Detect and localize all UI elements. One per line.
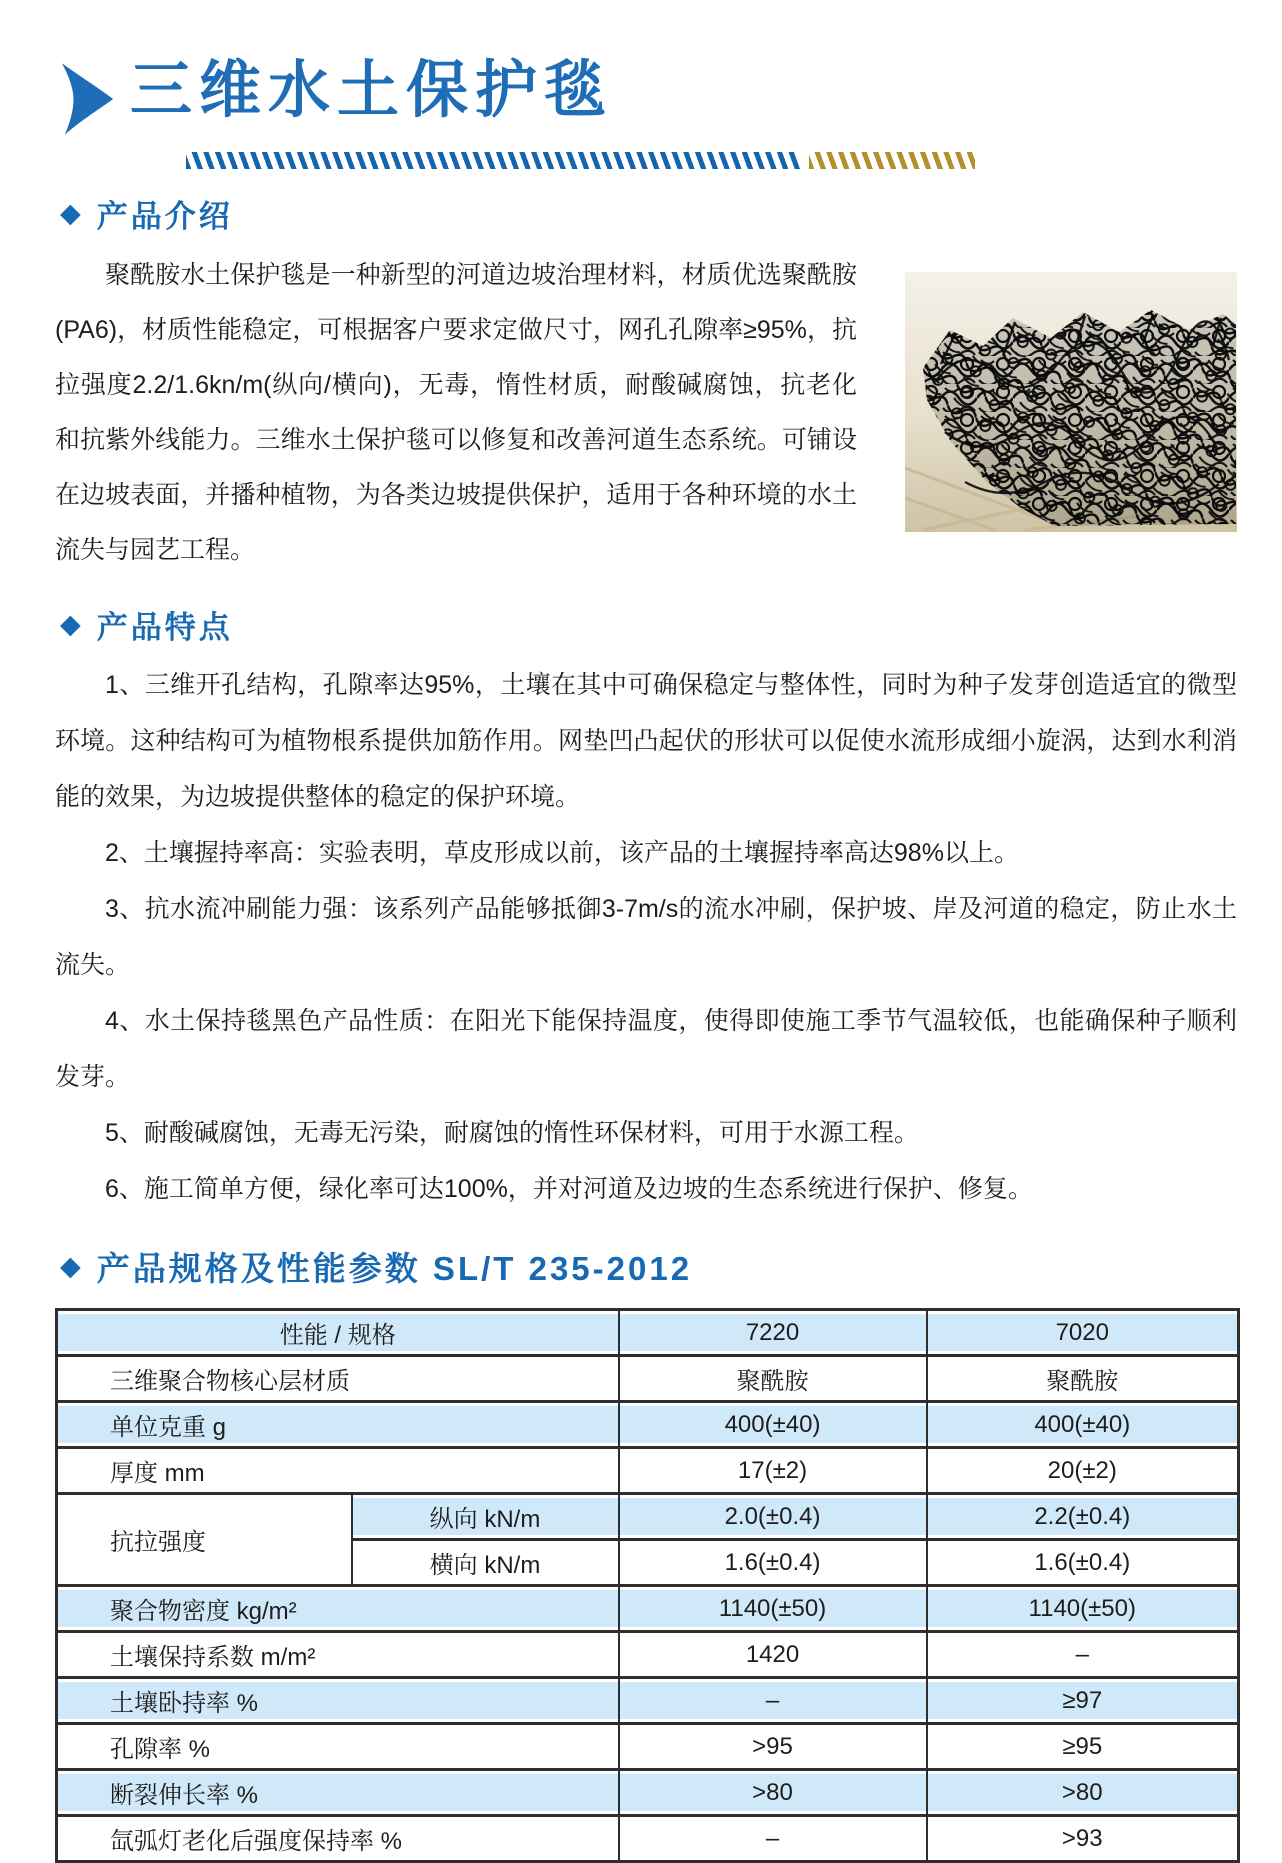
features-heading: 产品特点 — [96, 610, 233, 645]
diamond-icon: ◆ — [60, 1251, 81, 1281]
diamond-icon: ◆ — [60, 609, 81, 639]
table-row — [57, 1632, 1239, 1678]
spec-label: 聚合物密度 kg/m² — [57, 1586, 619, 1632]
spec-value-7220: 聚酰胺 — [619, 1356, 927, 1402]
table-row — [57, 1494, 1239, 1540]
table-row — [57, 1678, 1239, 1724]
spec-table — [55, 1308, 1240, 1863]
spec-value-7020: 1.6(±0.4) — [927, 1540, 1239, 1586]
feature-item: 6、施工简单方便，绿化率可达100%，并对河道及边坡的生态系统进行保护、修复。 — [105, 1175, 1033, 1203]
spec-value-7020: ≥95 — [927, 1724, 1239, 1770]
spec-value-7220: 1420 — [619, 1632, 927, 1678]
spec-value-7220: 2.0(±0.4) — [619, 1494, 927, 1540]
spec-header-7220: 7220 — [619, 1310, 927, 1356]
arrow-icon — [58, 60, 116, 138]
section-intro — [55, 191, 1237, 578]
specs-heading-row — [55, 1243, 1237, 1290]
spec-value-7020: 20(±2) — [927, 1448, 1239, 1494]
table-row — [57, 1586, 1239, 1632]
page-title: 三维水土保护毯 — [130, 56, 614, 125]
intro-paragraph: 聚酰胺水土保护毯是一种新型的河道边坡治理材料，材质优选聚酰胺(PA6)，材质性能稳定，可根据客户要求定做尺寸，网孔孔隙率≥95%，抗拉强度2.2/1.6kn/m(纵向/横向)，无毒，惰性材质，耐酸碱腐蚀，抗老化和抗紫外线能力。三维水土保护毯可以修复和改善河道生态系统。可铺设在边坡表面，并播种植物，为各类边坡提供保护，适用于各种环境的水土流失与园艺工程。 — [55, 261, 857, 564]
divider-stripe-blue — [186, 152, 800, 169]
divider-stripe — [186, 152, 1282, 169]
features-list — [55, 657, 1237, 1217]
specs-heading: 产品规格及性能参数 SL/T 235-2012 — [96, 1250, 693, 1287]
spec-label-tensile: 抗拉强度 — [57, 1494, 352, 1586]
spec-value-7220: – — [619, 1678, 927, 1724]
section-specs — [55, 1243, 1237, 1863]
feature-item: 3、抗水流冲刷能力强：该系列产品能够抵御3-7m/s的流水冲刷，保护坡、岸及河道的稳定，防止水土流失。 — [55, 895, 1237, 979]
spec-label: 单位克重 g — [57, 1402, 619, 1448]
spec-label: 厚度 mm — [57, 1448, 619, 1494]
table-row-header — [57, 1310, 1239, 1356]
spec-header-label: 性能 / 规格 — [57, 1310, 619, 1356]
spec-value-7220: >80 — [619, 1770, 927, 1816]
spec-sublabel: 纵向 kN/m — [352, 1494, 619, 1540]
table-row — [57, 1770, 1239, 1816]
spec-value-7220: 1140(±50) — [619, 1586, 927, 1632]
spec-value-7020: 2.2(±0.4) — [927, 1494, 1239, 1540]
table-row — [57, 1724, 1239, 1770]
table-row — [57, 1448, 1239, 1494]
section-features — [55, 602, 1237, 1217]
spec-value-7220: 17(±2) — [619, 1448, 927, 1494]
spec-value-7020: 400(±40) — [927, 1402, 1239, 1448]
product-photo — [905, 272, 1237, 532]
spec-value-7220: – — [619, 1816, 927, 1862]
spec-label: 孔隙率 % — [57, 1724, 619, 1770]
spec-sublabel: 横向 kN/m — [352, 1540, 619, 1586]
spec-label: 土壤保持系数 m/m² — [57, 1632, 619, 1678]
spec-value-7020: 聚酰胺 — [927, 1356, 1239, 1402]
spec-header-7020: 7020 — [927, 1310, 1239, 1356]
intro-heading-row — [55, 191, 1237, 236]
table-row — [57, 1402, 1239, 1448]
spec-value-7220: >95 — [619, 1724, 927, 1770]
table-row — [57, 1816, 1239, 1862]
page-content — [0, 191, 1282, 1863]
spec-label: 土壤卧持率 % — [57, 1678, 619, 1724]
spec-label: 氙弧灯老化后强度保持率 % — [57, 1816, 619, 1862]
spec-label: 断裂伸长率 % — [57, 1770, 619, 1816]
divider-stripe-gold — [809, 152, 975, 169]
spec-value-7020: >80 — [927, 1770, 1239, 1816]
spec-value-7020: – — [927, 1632, 1239, 1678]
feature-item: 2、土壤握持率高：实验表明，草皮形成以前，该产品的土壤握持率高达98%以上。 — [105, 839, 1019, 867]
features-heading-row — [55, 602, 1237, 647]
intro-heading: 产品介绍 — [96, 199, 233, 234]
diamond-icon: ◆ — [60, 198, 81, 228]
spec-value-7020: 1140(±50) — [927, 1586, 1239, 1632]
spec-value-7020: ≥97 — [927, 1678, 1239, 1724]
spec-value-7020: >93 — [927, 1816, 1239, 1862]
divider-stripe-gap — [800, 152, 809, 169]
page-header — [0, 0, 1282, 169]
table-row — [57, 1356, 1239, 1402]
feature-item: 1、三维开孔结构，孔隙率达95%，土壤在其中可确保稳定与整体性，同时为种子发芽创造适宜的微型环境。这种结构可为植物根系提供加筋作用。网垫凹凸起伏的形状可以促使水流形成细小旋涡，达到水利消能的效果，为边坡提供整体的稳定的保护环境。 — [55, 671, 1237, 811]
feature-item: 5、耐酸碱腐蚀，无毒无污染，耐腐蚀的惰性环保材料，可用于水源工程。 — [105, 1119, 919, 1147]
spec-label: 三维聚合物核心层材质 — [57, 1356, 619, 1402]
spec-value-7220: 1.6(±0.4) — [619, 1540, 927, 1586]
spec-value-7220: 400(±40) — [619, 1402, 927, 1448]
feature-item: 4、水土保持毯黑色产品性质：在阳光下能保持温度，使得即使施工季节气温较低，也能确保种子顺利发芽。 — [55, 1007, 1237, 1091]
